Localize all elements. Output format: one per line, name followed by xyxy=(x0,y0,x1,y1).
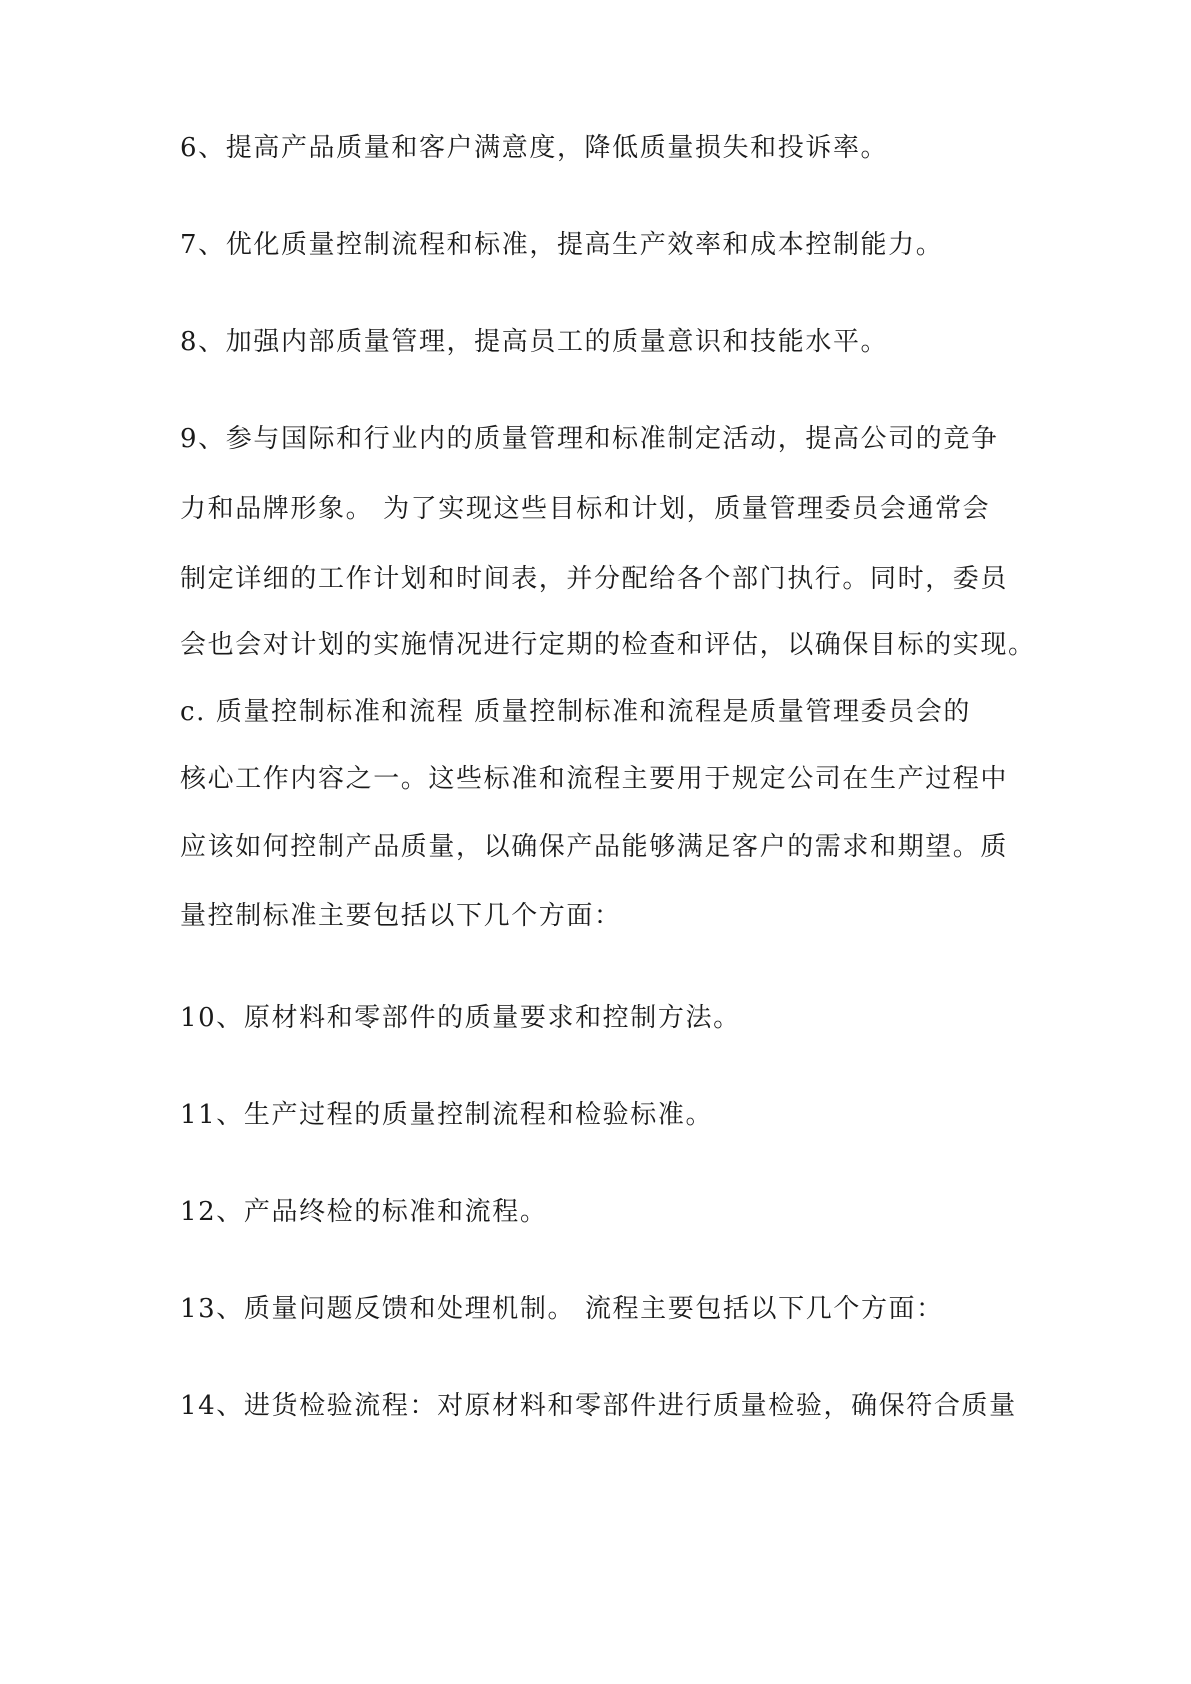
text-line: 核心工作内容之一。这些标准和流程主要用于规定公司在生产过程中 xyxy=(180,764,1009,794)
text-line: 力和品牌形象。 为了实现这些目标和计划，质量管理委员会通常会 xyxy=(180,494,991,524)
text-line: 7、优化质量控制流程和标准，提高生产效率和成本控制能力。 xyxy=(180,230,944,260)
text-line: 11、生产过程的质量控制流程和检验标准。 xyxy=(180,1100,714,1130)
text-line: 6、提高产品质量和客户满意度，降低质量损失和投诉率。 xyxy=(180,133,889,163)
text-line: 应该如何控制产品质量，以确保产品能够满足客户的需求和期望。质 xyxy=(180,832,1009,862)
text-line: 制定详细的工作计划和时间表，并分配给各个部门执行。同时，委员 xyxy=(180,564,1009,594)
text-line: 8、加强内部质量管理，提高员工的质量意识和技能水平。 xyxy=(180,327,889,357)
text-line: 会也会对计划的实施情况进行定期的检查和评估，以确保目标的实现。 xyxy=(180,630,1036,660)
text-line: 量控制标准主要包括以下几个方面： xyxy=(180,901,622,931)
text-line: 14、进货检验流程：对原材料和零部件进行质量检验，确保符合质量 xyxy=(180,1391,1017,1421)
text-line: 13、质量问题反馈和处理机制。 流程主要包括以下几个方面： xyxy=(180,1294,944,1324)
text-line: c. 质量控制标准和流程 质量控制标准和流程是质量管理委员会的 xyxy=(180,697,971,727)
text-line: 12、产品终检的标准和流程。 xyxy=(180,1197,548,1227)
text-line: 10、原材料和零部件的质量要求和控制方法。 xyxy=(180,1003,741,1033)
text-line: 9、参与国际和行业内的质量管理和标准制定活动，提高公司的竞争 xyxy=(180,424,999,454)
